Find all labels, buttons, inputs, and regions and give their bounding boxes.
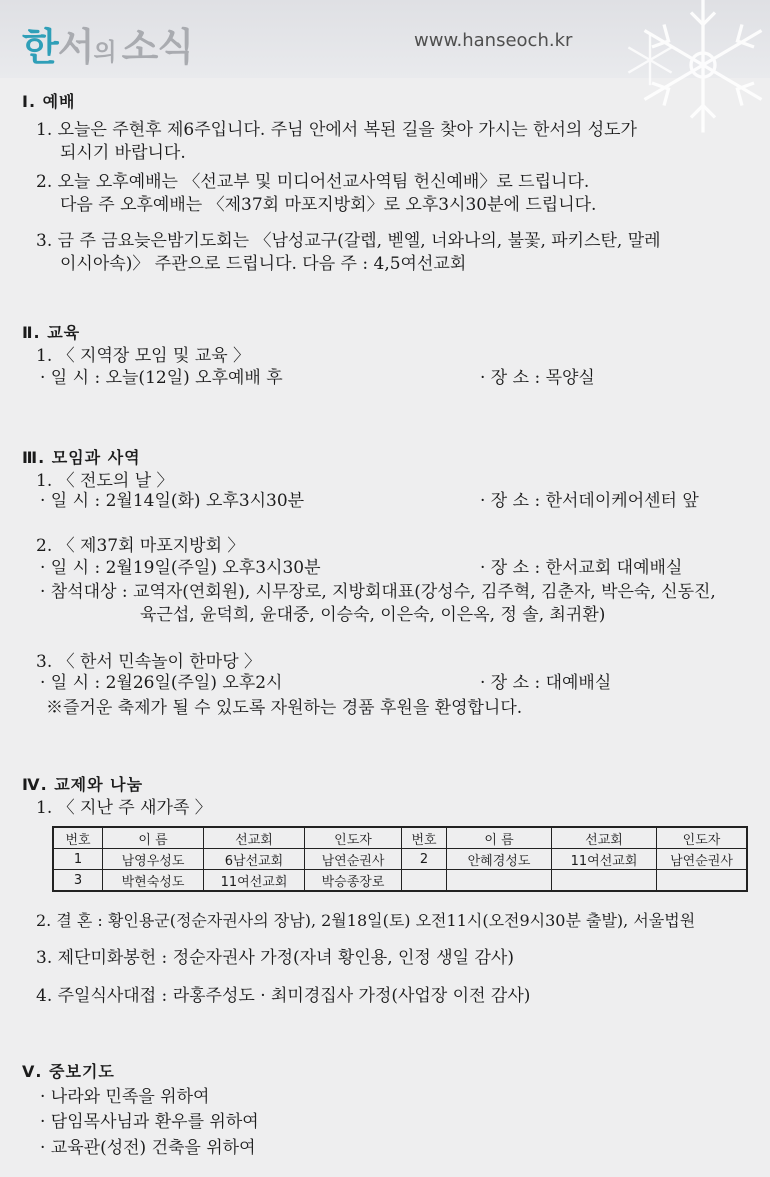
prayer-item-3: · 교육관(성전) 건축을 위하여 <box>40 1138 256 1158</box>
table-cell: 2 <box>402 849 447 870</box>
worship-item-3-line1: 3. 금 주 금요늦은밤기도회는 〈남성교구(갈렙, 벧엘, 너와나의, 불꽃, 파키스탄, 말레 <box>36 231 661 251</box>
table-cell <box>657 870 748 892</box>
fellowship-item-4: 4. 주일식사대접 : 라홍주성도 · 최미경집사 가정(사업장 이전 감사) <box>36 986 531 1006</box>
column-header: 번호 <box>402 827 447 849</box>
section-title-fellowship: Ⅳ. 교제와 나눔 <box>22 775 144 794</box>
section-title-worship: Ⅰ. 예배 <box>22 92 76 111</box>
meeting-item-2: 2. 〈 제37회 마포지방회 〉 <box>36 536 245 556</box>
table-cell: 3 <box>53 870 103 892</box>
meeting-2-attendees-line2: 육근섭, 윤덕희, 윤대중, 이승숙, 이은숙, 이은옥, 정 솔, 최귀환) <box>140 605 606 625</box>
table-cell: 박현숙성도 <box>103 870 204 892</box>
worship-item-2-line1: 2. 오늘 오후예배는 〈선교부 및 미디어선교사역팀 헌신예배〉로 드립니다. <box>36 172 590 192</box>
education-item-1: 1. 〈 지역장 모임 및 교육 〉 <box>36 346 251 366</box>
education-place: · 장 소 : 목양실 <box>480 368 595 388</box>
education-time: · 일 시 : 오늘(12일) 오후예배 후 <box>40 368 283 388</box>
table-row <box>53 849 747 870</box>
section-title-intercession: Ⅴ. 중보기도 <box>22 1062 115 1081</box>
header-banner <box>0 0 770 78</box>
table-header-row <box>53 827 747 849</box>
section-title-education: Ⅱ. 교육 <box>22 323 81 342</box>
meeting-2-attendees-line1: · 참석대상 : 교역자(연회원), 시무장로, 지방회대표(강성수, 김주혁, 김춘자, 박은숙, 신동진, <box>40 582 716 602</box>
column-header: 이 름 <box>103 827 204 849</box>
fellowship-item-3: 3. 제단미화봉헌 : 정순자권사 가정(자녀 황인용, 인정 생일 감사) <box>36 948 514 968</box>
worship-item-2-line2: 다음 주 오후예배는 〈제37회 마포지방회〉로 오후3시30분에 드립니다. <box>60 195 597 215</box>
table-row <box>53 870 747 892</box>
meeting-3-time: · 일 시 : 2월26일(주일) 오후2시 <box>40 673 283 693</box>
meeting-item-1: 1. 〈 전도의 날 〉 <box>36 471 174 491</box>
fellowship-item-1: 1. 〈 지난 주 새가족 〉 <box>36 798 212 818</box>
prayer-item-1: · 나라와 민족을 위하여 <box>40 1087 210 1107</box>
prayer-item-2: · 담임목사님과 환우를 위하여 <box>40 1112 259 1132</box>
meeting-3-note: ※즐거운 축제가 될 수 있도록 자원하는 경품 후원을 환영합니다. <box>46 698 523 718</box>
section-title-meetings: Ⅲ. 모임과 사역 <box>22 448 141 467</box>
meeting-2-time: · 일 시 : 2월19일(주일) 오후3시30분 <box>40 558 321 578</box>
fellowship-item-2: 2. 결 혼 : 황인용군(정순자권사의 장남), 2월18일(토) 오전11시(오전9시30분 출발), 서울법원 <box>36 911 696 930</box>
column-header: 선교회 <box>204 827 305 849</box>
table-cell: 11여선교회 <box>204 870 305 892</box>
worship-item-1-line2: 되시기 바랍니다. <box>60 143 186 163</box>
worship-item-3-line2: 이시아속)〉 주관으로 드립니다. 다음 주 : 4,5여선교회 <box>60 254 467 274</box>
table-cell <box>447 870 552 892</box>
meeting-1-place: · 장 소 : 한서데이케어센터 앞 <box>480 491 699 511</box>
table-cell: 박승종장로 <box>305 870 402 892</box>
website-url[interactable]: www.hanseoch.kr <box>414 30 573 51</box>
small-snowflake-icon <box>620 30 680 90</box>
table-cell <box>552 870 657 892</box>
table-cell: 남연순권사 <box>305 849 402 870</box>
table-cell: 안혜경성도 <box>447 849 552 870</box>
meeting-2-place: · 장 소 : 한서교회 대예배실 <box>480 558 683 578</box>
column-header: 선교회 <box>552 827 657 849</box>
meeting-item-3: 3. 〈 한서 민속놀이 한마당 〉 <box>36 652 262 672</box>
worship-item-1-line1: 1. 오늘은 주현후 제6주입니다. 주님 안에서 복된 길을 찾아 가시는 한서의 성도가 <box>36 120 637 140</box>
table-cell: 남연순권사 <box>657 849 748 870</box>
column-header: 인도자 <box>657 827 748 849</box>
table-cell <box>402 870 447 892</box>
column-header: 번호 <box>53 827 103 849</box>
column-header: 인도자 <box>305 827 402 849</box>
meeting-1-time: · 일 시 : 2월14일(화) 오후3시30분 <box>40 491 305 511</box>
meeting-3-place: · 장 소 : 대예배실 <box>480 673 612 693</box>
newsletter-logo: 한서의 소식 <box>22 25 194 69</box>
column-header: 이 름 <box>447 827 552 849</box>
table-cell: 11여선교회 <box>552 849 657 870</box>
new-family-table <box>52 826 748 892</box>
table-cell: 6남선교회 <box>204 849 305 870</box>
table-cell: 1 <box>53 849 103 870</box>
table-cell: 남영우성도 <box>103 849 204 870</box>
